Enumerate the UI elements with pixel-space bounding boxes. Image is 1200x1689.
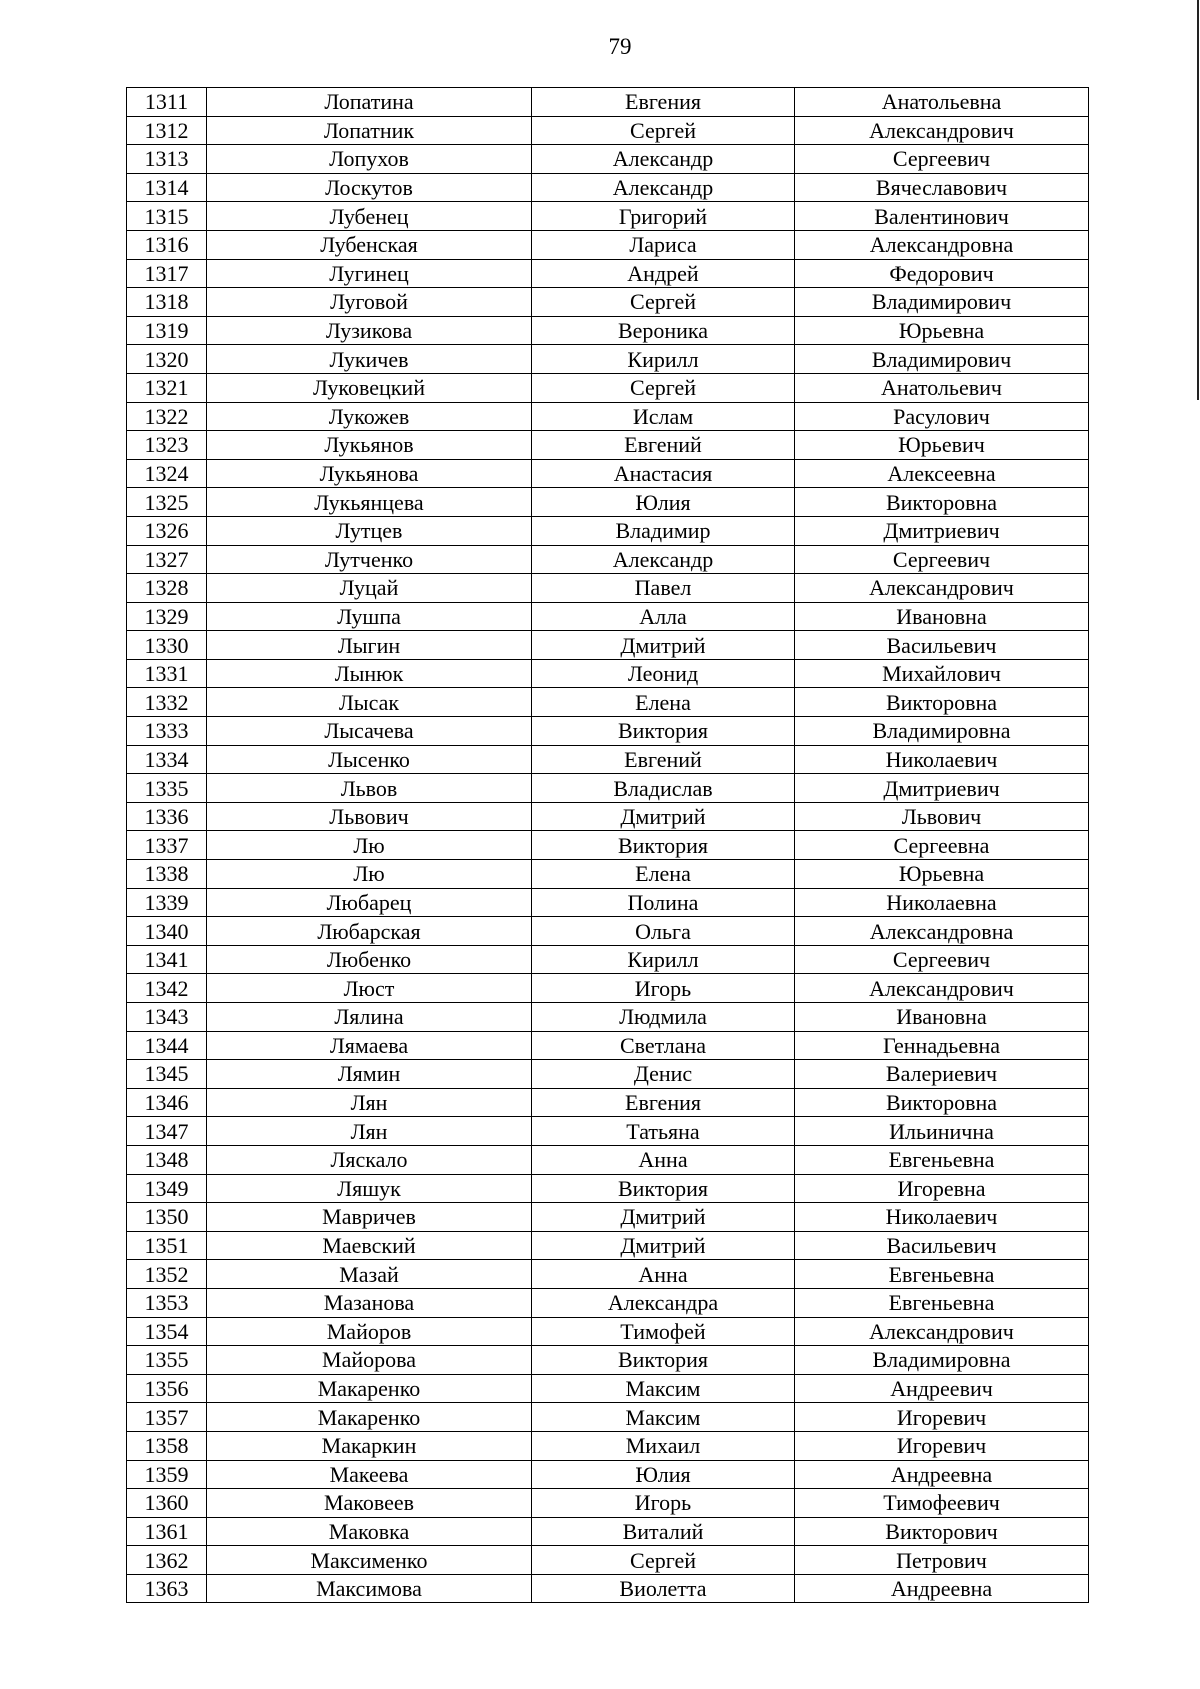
- last-name-cell: Майорова: [207, 1346, 532, 1375]
- last-name-cell: Лысачева: [207, 717, 532, 746]
- table-row: [127, 1374, 1089, 1403]
- patronymic-cell: Александрович: [795, 116, 1089, 145]
- first-name-cell: Ольга: [532, 917, 795, 946]
- patronymic-cell: Васильевич: [795, 631, 1089, 660]
- patronymic-cell: Андреевна: [795, 1574, 1089, 1603]
- patronymic-cell: Тимофеевич: [795, 1489, 1089, 1518]
- row-number-cell: 1363: [127, 1574, 207, 1603]
- table-row: [127, 402, 1089, 431]
- scan-edge-line: [1197, 0, 1199, 400]
- row-number-cell: 1332: [127, 688, 207, 717]
- patronymic-cell: Михайлович: [795, 659, 1089, 688]
- row-number-cell: 1315: [127, 202, 207, 231]
- patronymic-cell: Ивановна: [795, 1003, 1089, 1032]
- patronymic-cell: Валентинович: [795, 202, 1089, 231]
- patronymic-cell: Николаевич: [795, 1203, 1089, 1232]
- last-name-cell: Лузикова: [207, 316, 532, 345]
- last-name-cell: Лямин: [207, 1060, 532, 1089]
- first-name-cell: Людмила: [532, 1003, 795, 1032]
- last-name-cell: Луковецкий: [207, 373, 532, 402]
- first-name-cell: Сергей: [532, 288, 795, 317]
- table-row: [127, 230, 1089, 259]
- patronymic-cell: Игоревна: [795, 1174, 1089, 1203]
- first-name-cell: Александр: [532, 173, 795, 202]
- table-row: [127, 745, 1089, 774]
- row-number-cell: 1334: [127, 745, 207, 774]
- table-row: [127, 116, 1089, 145]
- first-name-cell: Сергей: [532, 373, 795, 402]
- row-number-cell: 1329: [127, 602, 207, 631]
- row-number-cell: 1311: [127, 88, 207, 117]
- last-name-cell: Лукьянцева: [207, 488, 532, 517]
- first-name-cell: Татьяна: [532, 1117, 795, 1146]
- patronymic-cell: Игоревич: [795, 1431, 1089, 1460]
- row-number-cell: 1319: [127, 316, 207, 345]
- row-number-cell: 1335: [127, 774, 207, 803]
- first-name-cell: Елена: [532, 688, 795, 717]
- table-row: [127, 888, 1089, 917]
- table-row: [127, 316, 1089, 345]
- last-name-cell: Лысак: [207, 688, 532, 717]
- first-name-cell: Анна: [532, 1145, 795, 1174]
- row-number-cell: 1323: [127, 431, 207, 460]
- first-name-cell: Дмитрий: [532, 1231, 795, 1260]
- first-name-cell: Елена: [532, 860, 795, 889]
- row-number-cell: 1351: [127, 1231, 207, 1260]
- row-number-cell: 1360: [127, 1489, 207, 1518]
- first-name-cell: Денис: [532, 1060, 795, 1089]
- first-name-cell: Владимир: [532, 516, 795, 545]
- table-row: [127, 1088, 1089, 1117]
- patronymic-cell: Петрович: [795, 1546, 1089, 1575]
- table-row: [127, 945, 1089, 974]
- first-name-cell: Ислам: [532, 402, 795, 431]
- last-name-cell: Лян: [207, 1088, 532, 1117]
- first-name-cell: Кирилл: [532, 345, 795, 374]
- row-number-cell: 1325: [127, 488, 207, 517]
- row-number-cell: 1341: [127, 945, 207, 974]
- patronymic-cell: Викторовна: [795, 488, 1089, 517]
- row-number-cell: 1321: [127, 373, 207, 402]
- patronymic-cell: Викторович: [795, 1517, 1089, 1546]
- patronymic-cell: Александрович: [795, 574, 1089, 603]
- first-name-cell: Михаил: [532, 1431, 795, 1460]
- table-row: [127, 1145, 1089, 1174]
- table-row: [127, 659, 1089, 688]
- table-row: [127, 1203, 1089, 1232]
- row-number-cell: 1326: [127, 516, 207, 545]
- last-name-cell: Львов: [207, 774, 532, 803]
- last-name-cell: Макаркин: [207, 1431, 532, 1460]
- table-row: [127, 545, 1089, 574]
- last-name-cell: Лубенец: [207, 202, 532, 231]
- patronymic-cell: Владимирович: [795, 288, 1089, 317]
- first-name-cell: Виктория: [532, 1346, 795, 1375]
- last-name-cell: Лыгин: [207, 631, 532, 660]
- first-name-cell: Дмитрий: [532, 802, 795, 831]
- first-name-cell: Максим: [532, 1403, 795, 1432]
- table-row: [127, 259, 1089, 288]
- last-name-cell: Лямаева: [207, 1031, 532, 1060]
- last-name-cell: Макаренко: [207, 1374, 532, 1403]
- row-number-cell: 1347: [127, 1117, 207, 1146]
- last-name-cell: Люст: [207, 974, 532, 1003]
- last-name-cell: Лутченко: [207, 545, 532, 574]
- last-name-cell: Лопатина: [207, 88, 532, 117]
- last-name-cell: Маковеев: [207, 1489, 532, 1518]
- first-name-cell: Анна: [532, 1260, 795, 1289]
- patronymic-cell: Федорович: [795, 259, 1089, 288]
- patronymic-cell: Александрович: [795, 1317, 1089, 1346]
- first-name-cell: Максим: [532, 1374, 795, 1403]
- table-row: [127, 917, 1089, 946]
- last-name-cell: Лынюк: [207, 659, 532, 688]
- first-name-cell: Андрей: [532, 259, 795, 288]
- patronymic-cell: Александровна: [795, 917, 1089, 946]
- patronymic-cell: Александрович: [795, 974, 1089, 1003]
- last-name-cell: Лялина: [207, 1003, 532, 1032]
- row-number-cell: 1343: [127, 1003, 207, 1032]
- patronymic-cell: Анатольевна: [795, 88, 1089, 117]
- first-name-cell: Лариса: [532, 230, 795, 259]
- row-number-cell: 1352: [127, 1260, 207, 1289]
- names-table-body: [127, 88, 1089, 1603]
- table-row: [127, 1117, 1089, 1146]
- table-row: [127, 288, 1089, 317]
- patronymic-cell: Валериевич: [795, 1060, 1089, 1089]
- patronymic-cell: Юрьевич: [795, 431, 1089, 460]
- row-number-cell: 1342: [127, 974, 207, 1003]
- patronymic-cell: Сергеевич: [795, 145, 1089, 174]
- patronymic-cell: Николаевна: [795, 888, 1089, 917]
- first-name-cell: Евгения: [532, 1088, 795, 1117]
- first-name-cell: Виктория: [532, 717, 795, 746]
- first-name-cell: Александр: [532, 145, 795, 174]
- row-number-cell: 1350: [127, 1203, 207, 1232]
- row-number-cell: 1338: [127, 860, 207, 889]
- first-name-cell: Павел: [532, 574, 795, 603]
- patronymic-cell: Викторовна: [795, 688, 1089, 717]
- table-row: [127, 717, 1089, 746]
- first-name-cell: Сергей: [532, 116, 795, 145]
- patronymic-cell: Николаевич: [795, 745, 1089, 774]
- last-name-cell: Мазай: [207, 1260, 532, 1289]
- patronymic-cell: Ильинична: [795, 1117, 1089, 1146]
- row-number-cell: 1333: [127, 717, 207, 746]
- last-name-cell: Маевский: [207, 1231, 532, 1260]
- first-name-cell: Сергей: [532, 1546, 795, 1575]
- row-number-cell: 1324: [127, 459, 207, 488]
- last-name-cell: Лю: [207, 860, 532, 889]
- row-number-cell: 1359: [127, 1460, 207, 1489]
- last-name-cell: Максименко: [207, 1546, 532, 1575]
- table-row: [127, 1174, 1089, 1203]
- row-number-cell: 1349: [127, 1174, 207, 1203]
- last-name-cell: Лысенко: [207, 745, 532, 774]
- row-number-cell: 1312: [127, 116, 207, 145]
- patronymic-cell: Владимировна: [795, 1346, 1089, 1375]
- first-name-cell: Виктория: [532, 1174, 795, 1203]
- last-name-cell: Лукьянова: [207, 459, 532, 488]
- table-row: [127, 860, 1089, 889]
- first-name-cell: Дмитрий: [532, 631, 795, 660]
- table-row: [127, 831, 1089, 860]
- table-row: [127, 1031, 1089, 1060]
- first-name-cell: Евгения: [532, 88, 795, 117]
- table-row: [127, 1403, 1089, 1432]
- last-name-cell: Лукичев: [207, 345, 532, 374]
- patronymic-cell: Викторовна: [795, 1088, 1089, 1117]
- patronymic-cell: Владимирович: [795, 345, 1089, 374]
- row-number-cell: 1316: [127, 230, 207, 259]
- table-row: [127, 574, 1089, 603]
- patronymic-cell: Евгеньевна: [795, 1288, 1089, 1317]
- first-name-cell: Александра: [532, 1288, 795, 1317]
- patronymic-cell: Расулович: [795, 402, 1089, 431]
- table-row: [127, 1574, 1089, 1603]
- patronymic-cell: Сергеевич: [795, 945, 1089, 974]
- patronymic-cell: Андреевна: [795, 1460, 1089, 1489]
- first-name-cell: Евгений: [532, 431, 795, 460]
- last-name-cell: Луцай: [207, 574, 532, 603]
- table-row: [127, 631, 1089, 660]
- row-number-cell: 1354: [127, 1317, 207, 1346]
- first-name-cell: Анастасия: [532, 459, 795, 488]
- first-name-cell: Юлия: [532, 1460, 795, 1489]
- first-name-cell: Светлана: [532, 1031, 795, 1060]
- last-name-cell: Лоскутов: [207, 173, 532, 202]
- row-number-cell: 1346: [127, 1088, 207, 1117]
- table-row: [127, 1546, 1089, 1575]
- row-number-cell: 1339: [127, 888, 207, 917]
- last-name-cell: Лутцев: [207, 516, 532, 545]
- table-row: [127, 602, 1089, 631]
- table-row: [127, 202, 1089, 231]
- table-row: [127, 1260, 1089, 1289]
- table-row: [127, 1003, 1089, 1032]
- first-name-cell: Юлия: [532, 488, 795, 517]
- row-number-cell: 1348: [127, 1145, 207, 1174]
- last-name-cell: Маковка: [207, 1517, 532, 1546]
- first-name-cell: Александр: [532, 545, 795, 574]
- patronymic-cell: Васильевич: [795, 1231, 1089, 1260]
- table-row: [127, 802, 1089, 831]
- row-number-cell: 1322: [127, 402, 207, 431]
- table-row: [127, 1431, 1089, 1460]
- last-name-cell: Луговой: [207, 288, 532, 317]
- table-row: [127, 774, 1089, 803]
- last-name-cell: Лукожев: [207, 402, 532, 431]
- last-name-cell: Львович: [207, 802, 532, 831]
- first-name-cell: Вероника: [532, 316, 795, 345]
- patronymic-cell: Юрьевна: [795, 316, 1089, 345]
- table-row: [127, 1317, 1089, 1346]
- first-name-cell: Виктория: [532, 831, 795, 860]
- first-name-cell: Полина: [532, 888, 795, 917]
- table-row: [127, 1346, 1089, 1375]
- row-number-cell: 1345: [127, 1060, 207, 1089]
- table-row: [127, 88, 1089, 117]
- row-number-cell: 1340: [127, 917, 207, 946]
- first-name-cell: Виолетта: [532, 1574, 795, 1603]
- table-row: [127, 145, 1089, 174]
- row-number-cell: 1357: [127, 1403, 207, 1432]
- patronymic-cell: Сергеевич: [795, 545, 1089, 574]
- patronymic-cell: Евгеньевна: [795, 1260, 1089, 1289]
- table-row: [127, 459, 1089, 488]
- first-name-cell: Владислав: [532, 774, 795, 803]
- last-name-cell: Лопатник: [207, 116, 532, 145]
- row-number-cell: 1356: [127, 1374, 207, 1403]
- last-name-cell: Лопухов: [207, 145, 532, 174]
- page-number: 79: [608, 34, 632, 59]
- last-name-cell: Лю: [207, 831, 532, 860]
- row-number-cell: 1327: [127, 545, 207, 574]
- patronymic-cell: Юрьевна: [795, 860, 1089, 889]
- patronymic-cell: Андреевич: [795, 1374, 1089, 1403]
- row-number-cell: 1353: [127, 1288, 207, 1317]
- table-row: [127, 345, 1089, 374]
- first-name-cell: Григорий: [532, 202, 795, 231]
- last-name-cell: Лубенская: [207, 230, 532, 259]
- table-row: [127, 1460, 1089, 1489]
- last-name-cell: Любенко: [207, 945, 532, 974]
- patronymic-cell: Геннадьевна: [795, 1031, 1089, 1060]
- patronymic-cell: Игоревич: [795, 1403, 1089, 1432]
- last-name-cell: Любарец: [207, 888, 532, 917]
- first-name-cell: Евгений: [532, 745, 795, 774]
- table-row: [127, 431, 1089, 460]
- patronymic-cell: Сергеевна: [795, 831, 1089, 860]
- row-number-cell: 1358: [127, 1431, 207, 1460]
- last-name-cell: Лугинец: [207, 259, 532, 288]
- last-name-cell: Лукьянов: [207, 431, 532, 460]
- patronymic-cell: Евгеньевна: [795, 1145, 1089, 1174]
- row-number-cell: 1328: [127, 574, 207, 603]
- patronymic-cell: Дмитриевич: [795, 774, 1089, 803]
- row-number-cell: 1318: [127, 288, 207, 317]
- table-row: [127, 688, 1089, 717]
- table-row: [127, 1489, 1089, 1518]
- first-name-cell: Тимофей: [532, 1317, 795, 1346]
- patronymic-cell: Александровна: [795, 230, 1089, 259]
- last-name-cell: Мазанова: [207, 1288, 532, 1317]
- first-name-cell: Алла: [532, 602, 795, 631]
- last-name-cell: Ляшук: [207, 1174, 532, 1203]
- patronymic-cell: Алексеевна: [795, 459, 1089, 488]
- table-row: [127, 974, 1089, 1003]
- patronymic-cell: Ивановна: [795, 602, 1089, 631]
- names-table: [126, 87, 1089, 1603]
- first-name-cell: Виталий: [532, 1517, 795, 1546]
- row-number-cell: 1336: [127, 802, 207, 831]
- table-row: [127, 1288, 1089, 1317]
- last-name-cell: Любарская: [207, 917, 532, 946]
- table-row: [127, 516, 1089, 545]
- first-name-cell: Кирилл: [532, 945, 795, 974]
- first-name-cell: Игорь: [532, 974, 795, 1003]
- table-row: [127, 1060, 1089, 1089]
- last-name-cell: Ляскало: [207, 1145, 532, 1174]
- row-number-cell: 1317: [127, 259, 207, 288]
- first-name-cell: Леонид: [532, 659, 795, 688]
- row-number-cell: 1361: [127, 1517, 207, 1546]
- table-row: [127, 173, 1089, 202]
- row-number-cell: 1330: [127, 631, 207, 660]
- table-row: [127, 1517, 1089, 1546]
- first-name-cell: Дмитрий: [532, 1203, 795, 1232]
- patronymic-cell: Владимировна: [795, 717, 1089, 746]
- row-number-cell: 1337: [127, 831, 207, 860]
- last-name-cell: Максимова: [207, 1574, 532, 1603]
- row-number-cell: 1362: [127, 1546, 207, 1575]
- table-row: [127, 1231, 1089, 1260]
- table-row: [127, 488, 1089, 517]
- last-name-cell: Лушпа: [207, 602, 532, 631]
- row-number-cell: 1313: [127, 145, 207, 174]
- row-number-cell: 1314: [127, 173, 207, 202]
- patronymic-cell: Дмитриевич: [795, 516, 1089, 545]
- row-number-cell: 1320: [127, 345, 207, 374]
- row-number-cell: 1355: [127, 1346, 207, 1375]
- last-name-cell: Мавричев: [207, 1203, 532, 1232]
- last-name-cell: Майоров: [207, 1317, 532, 1346]
- first-name-cell: Игорь: [532, 1489, 795, 1518]
- patronymic-cell: Анатольевич: [795, 373, 1089, 402]
- row-number-cell: 1344: [127, 1031, 207, 1060]
- patronymic-cell: Львович: [795, 802, 1089, 831]
- last-name-cell: Макеева: [207, 1460, 532, 1489]
- last-name-cell: Макаренко: [207, 1403, 532, 1432]
- table-row: [127, 373, 1089, 402]
- row-number-cell: 1331: [127, 659, 207, 688]
- last-name-cell: Лян: [207, 1117, 532, 1146]
- patronymic-cell: Вячеславович: [795, 173, 1089, 202]
